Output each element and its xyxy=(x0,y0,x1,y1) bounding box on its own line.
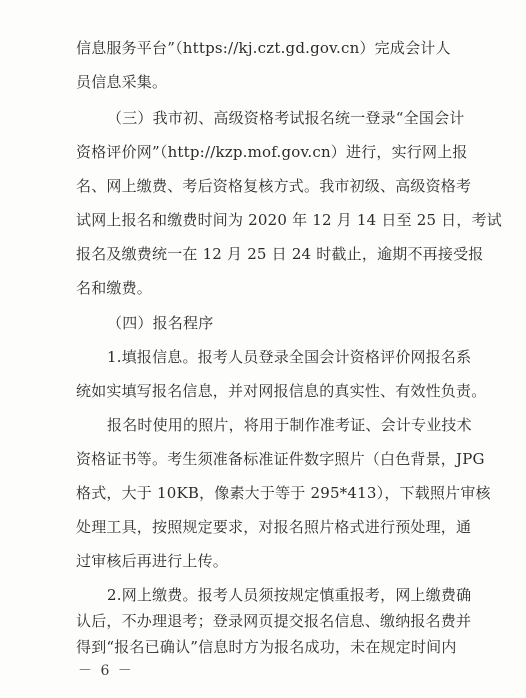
body-text-line: 过审核后再进行上传。 xyxy=(76,552,229,570)
body-text-line: 资格证书等。考生须准备标准证件数字照片（白色背景，JPG xyxy=(76,450,485,468)
body-text-line: 报名时使用的照片，将用于制作准考证、会计专业技术 xyxy=(107,416,472,434)
body-text-line: 2.网上缴费。报考人员须按规定慎重报考，网上缴费确 xyxy=(107,586,472,604)
body-text-line: 得到“报名已确认”信息时方为报名成功，未在规定时间内 xyxy=(76,638,457,656)
body-text-line: 格式，大于 10KB，像素大于等于 295*413），下载照片审核 xyxy=(76,484,491,502)
page-number: － 6 － xyxy=(78,663,134,679)
body-text-line: 资格评价网”（http://kzp.mof.gov.cn）进行，实行网上报 xyxy=(76,143,468,161)
body-text-line: 报名及缴费统一在 12 月 25 日 24 时截止，逾期不再接受报 xyxy=(76,245,484,263)
body-text-line: 信息服务平台”（https://kj.czt.gd.gov.cn）完成会计人 xyxy=(76,39,451,57)
section-heading-line: （三）我市初、高级资格考试报名统一登录“全国会计 xyxy=(107,109,465,127)
body-text-line: 统如实填写报名信息，并对网报信息的真实性、有效性负责。 xyxy=(76,382,487,400)
body-text-line: 处理工具，按照规定要求，对报名照片格式进行预处理，通 xyxy=(76,518,472,536)
body-text-line: 名、网上缴费、考后资格复核方式。我市初级、高级资格考 xyxy=(76,177,472,195)
body-text-line: 认后，不办理退考；登录网页提交报名信息、缴纳报名费并 xyxy=(76,612,472,630)
body-text-line: 试网上报名和缴费时间为 2020 年 12 月 14 日至 25 日，考试 xyxy=(76,211,502,229)
body-text-line: 员信息采集。 xyxy=(76,73,168,91)
section-heading: （四）报名程序 xyxy=(107,314,214,332)
body-text-line: 名和缴费。 xyxy=(76,279,153,297)
body-text-line: 1.填报信息。报考人员登录全国会计资格评价网报名系 xyxy=(107,348,472,366)
